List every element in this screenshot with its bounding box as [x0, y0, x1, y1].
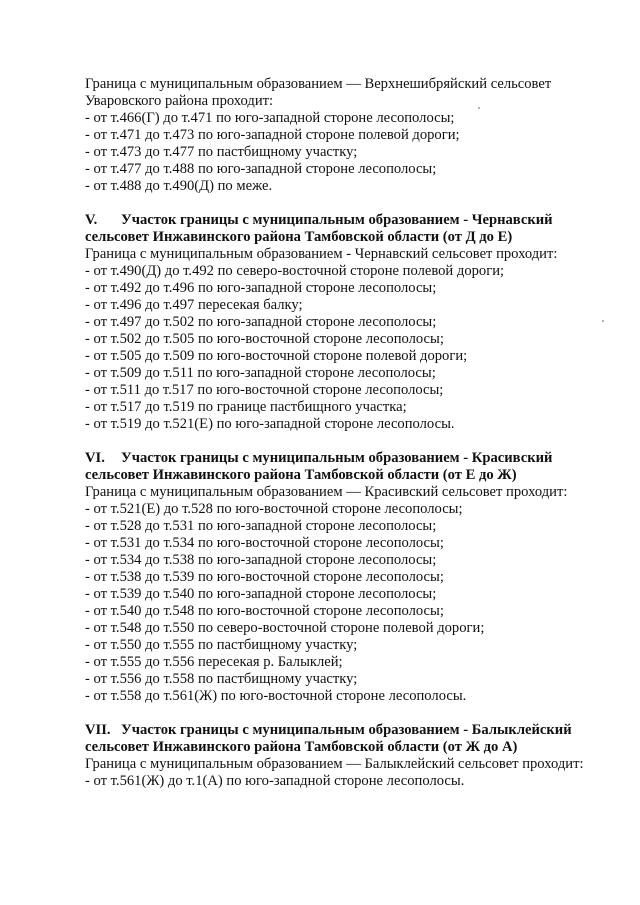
section-number: V.	[85, 212, 98, 228]
list-item: - от т.502 до т.505 по юго-восточной стороне лесополосы;	[85, 331, 444, 347]
list-item: - от т.561(Ж) до т.1(А) по юго-западной стороне лесополосы.	[85, 773, 465, 789]
list-item: - от т.505 до т.509 по юго-восточной стороне полевой дороги;	[85, 348, 468, 364]
scan-speck	[478, 107, 480, 109]
section-vii	[85, 722, 625, 790]
list-item: - от т.521(Е) до т.528 по юго-восточной стороне лесополосы;	[85, 501, 463, 517]
list-item: - от т.490(Д) до т.492 по северо-восточной стороне полевой дороги;	[85, 263, 505, 279]
list-item: - от т.477 до т.488 по юго-западной стороне лесополосы;	[85, 161, 437, 177]
section-number: VII.	[85, 722, 111, 738]
list-item: - от т.492 до т.496 по юго-западной стороне лесополосы;	[85, 280, 437, 296]
section-heading-text: Участок границы с муниципальным образованием - Балыклейский	[121, 722, 572, 738]
list-item: - от т.531 до т.534 по юго-восточной стороне лесополосы;	[85, 535, 444, 551]
list-item: - от т.556 до т.558 по пастбищному участку;	[85, 671, 358, 687]
list-item: - от т.539 до т.540 по юго-западной стороне лесополосы;	[85, 586, 437, 602]
section-heading-continued: сельсовет Инжавинского района Тамбовской области (от Ж до А)	[85, 739, 518, 755]
paragraph-line: Граница с муниципальным образованием — Верхнешибряйский сельсовет	[85, 76, 552, 92]
list-item: - от т.496 до т.497 пересекая балку;	[85, 297, 303, 313]
section-heading	[85, 212, 625, 229]
list-item: - от т.534 до т.538 по юго-западной стороне лесополосы;	[85, 552, 437, 568]
section-heading	[85, 450, 625, 467]
scan-speck	[602, 320, 604, 322]
list-item: - от т.473 до т.477 по пастбищному участку;	[85, 144, 358, 160]
list-item: - от т.488 до т.490(Д) по меже.	[85, 178, 273, 194]
list-item: - от т.497 до т.502 по юго-западной стороне лесополосы;	[85, 314, 437, 330]
section-heading-text: Участок границы с муниципальным образованием - Чернавский	[121, 212, 553, 228]
list-item: - от т.538 до т.539 по юго-восточной стороне лесополосы;	[85, 569, 444, 585]
section-heading-text: Участок границы с муниципальным образованием - Красивский	[121, 450, 553, 466]
list-item: - от т.558 до т.561(Ж) по юго-восточной стороне лесополосы.	[85, 688, 467, 704]
section-lead: Граница с муниципальным образованием - Чернавский сельсовет проходит:	[85, 246, 558, 262]
section-heading-continued: сельсовет Инжавинского района Тамбовской области (от Д до Е)	[85, 229, 513, 245]
list-item: - от т.555 до т.556 пересекая р. Балыклей;	[85, 654, 343, 670]
list-item: - от т.517 до т.519 по границе пастбищного участка;	[85, 399, 407, 415]
section-lead: Граница с муниципальным образованием — Балыклейский сельсовет проходит:	[85, 756, 584, 772]
list-item: - от т.550 до т.555 по пастбищному участку;	[85, 637, 358, 653]
list-item: - от т.511 до т.517 по юго-восточной стороне лесополосы;	[85, 382, 444, 398]
list-item: - от т.509 до т.511 по юго-западной стороне лесополосы;	[85, 365, 436, 381]
paragraph-line: Уваровского района проходит:	[85, 93, 274, 109]
section-v	[85, 212, 625, 433]
section-number: VI.	[85, 450, 105, 466]
section-heading-continued: сельсовет Инжавинского района Тамбовской области (от Е до Ж)	[85, 467, 517, 483]
section-intro	[85, 76, 625, 195]
list-item: - от т.548 до т.550 по северо-восточной стороне полевой дороги;	[85, 620, 485, 636]
section-heading	[85, 722, 625, 739]
list-item: - от т.540 до т.548 по юго-восточной стороне лесополосы;	[85, 603, 444, 619]
section-vi	[85, 450, 625, 705]
list-item: - от т.528 до т.531 по юго-западной стороне лесополосы;	[85, 518, 437, 534]
list-item: - от т.471 до т.473 по юго-западной стороне полевой дороги;	[85, 127, 460, 143]
section-lead: Граница с муниципальным образованием — Красивский сельсовет проходит:	[85, 484, 568, 500]
list-item: - от т.519 до т.521(Е) по юго-западной стороне лесополосы.	[85, 416, 455, 432]
list-item: - от т.466(Г) до т.471 по юго-западной стороне лесополосы;	[85, 110, 455, 126]
document-page	[85, 76, 625, 790]
